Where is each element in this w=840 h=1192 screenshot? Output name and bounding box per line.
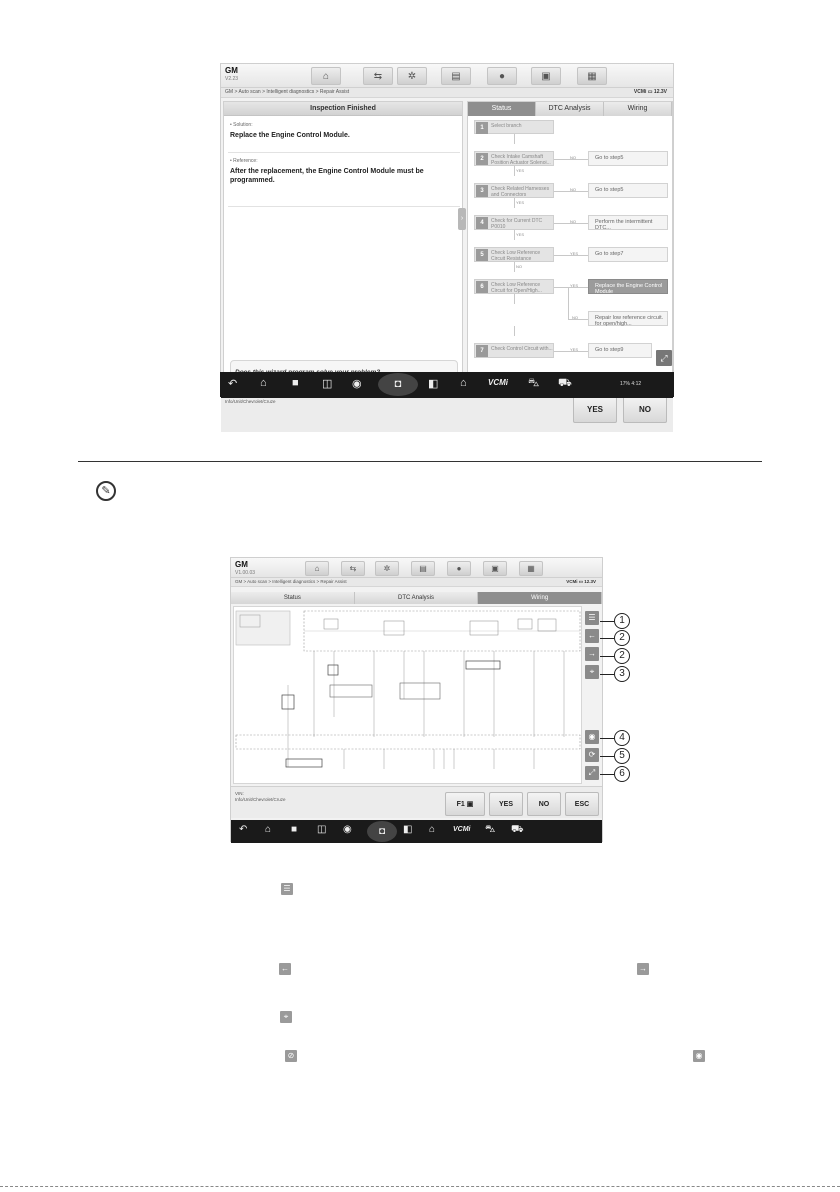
tab-wiring[interactable]: Wiring xyxy=(478,592,602,604)
callout-leader xyxy=(600,756,614,757)
list-icon: ☰ xyxy=(281,883,293,895)
solution-label: • Solution: xyxy=(230,122,253,128)
save-icon: ▣ xyxy=(541,70,551,82)
flow-outcome[interactable]: Perform the intermittent DTC... xyxy=(588,215,668,230)
f1-button[interactable]: F1 ▣ xyxy=(445,792,485,816)
flow-outcome[interactable]: Go to step7 xyxy=(588,247,668,262)
home-icon[interactable]: ⌂ xyxy=(265,824,272,835)
printer-icon: ▤ xyxy=(451,70,461,82)
visibility-button[interactable] xyxy=(585,730,599,744)
flow-outcome[interactable]: Go to step5 xyxy=(588,151,668,166)
autel-home-icon[interactable]: ⌂ xyxy=(429,824,436,835)
version-label: V2.23 xyxy=(225,76,239,82)
wiring-diagram-graphic xyxy=(234,607,581,783)
step-number: 6 xyxy=(476,281,488,293)
breadcrumb-bar xyxy=(221,88,673,98)
tab-status[interactable]: Status xyxy=(468,102,536,116)
chevron-right-icon: › xyxy=(460,215,464,222)
tab-wiring[interactable]: Wiring xyxy=(604,102,672,116)
locate-icon: ⌖ xyxy=(589,667,595,676)
list-button[interactable] xyxy=(585,611,599,625)
flow-step[interactable] xyxy=(474,151,554,166)
callout-leader xyxy=(600,621,614,622)
breadcrumb: GM > Auto scan > Intelligent diagnostics > Repair Assist xyxy=(225,89,350,95)
yes-button[interactable]: YES xyxy=(573,395,617,423)
footer-divider xyxy=(0,1186,840,1187)
flow-outcome[interactable]: Go to step9 xyxy=(588,343,652,358)
step-text: Check Intake Camshaft Position Actuator Solenoi... xyxy=(491,154,551,166)
bottom-action-bar xyxy=(231,786,602,818)
tab-bar xyxy=(468,102,672,116)
flow-outcome[interactable]: Repair low reference circuit. for open/high... xyxy=(588,311,668,326)
app-brand xyxy=(225,67,238,83)
car-icon[interactable]: ⛍ xyxy=(485,824,496,835)
multitask-icon[interactable]: ◫ xyxy=(317,824,327,835)
breadcrumb-bar xyxy=(231,578,602,587)
status-time: 17% 4:12 xyxy=(620,381,642,387)
camera-icon[interactable]: ◘ xyxy=(367,821,397,842)
inspection-pane xyxy=(223,101,463,387)
flow-connector xyxy=(514,230,515,240)
print-button[interactable] xyxy=(411,561,435,576)
screenshot-repair-assist-status xyxy=(220,63,674,414)
previous-button[interactable] xyxy=(585,629,599,643)
breadcrumb: GM > Auto scan > Intelligent diagnostics > Repair Assist xyxy=(235,579,347,584)
step-number: 2 xyxy=(476,153,488,165)
step-text: Check for Current DTC P0010 xyxy=(491,218,543,230)
step-text: Check Control Circuit with... xyxy=(491,346,553,352)
vehicle-info: Info/Unit/Chevrolet/Cruze xyxy=(225,399,276,404)
step-number: 5 xyxy=(476,249,488,261)
step-text: Check Low Reference Circuit Resistance xyxy=(491,250,541,262)
callout-3: 3 xyxy=(614,666,630,682)
autel-home-icon[interactable]: ⌂ xyxy=(460,377,467,389)
chrome-icon[interactable]: ◉ xyxy=(343,824,352,835)
eye-icon: ◉ xyxy=(693,1050,705,1062)
flow-connector xyxy=(514,294,515,304)
save-icon: ▣ xyxy=(491,564,499,573)
reference-label: • Reference: xyxy=(230,158,258,164)
branch-label: NO xyxy=(570,155,576,160)
printer-icon: ▤ xyxy=(419,564,427,573)
branch-label: NO xyxy=(572,315,578,320)
divider xyxy=(228,206,460,207)
top-toolbar xyxy=(221,64,673,88)
square-icon[interactable]: ■ xyxy=(292,377,299,389)
callout-2: 2 xyxy=(614,630,630,646)
vehicle-info: VIN: Info/Unit/Chevrolet/Cruze xyxy=(235,791,286,802)
battery-icon: ▭ xyxy=(647,89,653,95)
flow-step[interactable] xyxy=(474,120,554,134)
square-icon[interactable]: ■ xyxy=(291,824,298,835)
home-button[interactable] xyxy=(305,561,329,576)
section-divider xyxy=(78,461,762,462)
car-service-icon[interactable]: ⛟ xyxy=(558,377,572,389)
flow-step[interactable] xyxy=(474,183,554,198)
branch-label: YES xyxy=(570,283,579,288)
data-logging-button[interactable] xyxy=(577,67,607,85)
step-text: Select branch xyxy=(491,123,522,129)
screenshot-repair-assist-wiring xyxy=(230,557,603,842)
home-icon: ⌂ xyxy=(314,564,320,573)
tab-bar xyxy=(231,592,602,604)
gear-icon: ✲ xyxy=(383,564,391,573)
save-button[interactable] xyxy=(531,67,561,85)
collapse-panel-button[interactable] xyxy=(458,208,466,230)
arrow-right-icon: → xyxy=(639,964,647,973)
callout-5: 5 xyxy=(614,748,630,764)
callout-leader xyxy=(600,638,614,639)
locate-button[interactable] xyxy=(585,665,599,679)
android-nav-bar xyxy=(220,372,674,397)
flow-connector xyxy=(514,326,515,336)
branch-label: NO xyxy=(570,219,576,224)
divider xyxy=(228,152,460,153)
help-icon: ● xyxy=(498,70,506,82)
arrow-left-icon: ← xyxy=(281,964,289,973)
eye-icon: ◉ xyxy=(588,732,596,741)
solution-text: Replace the Engine Control Module. xyxy=(230,132,350,139)
inspection-header: Inspection Finished xyxy=(224,102,462,116)
reference-text: After the replacement, the Engine Control Module must be programmed. xyxy=(230,168,424,184)
pencil-icon: ✎ xyxy=(96,481,116,501)
help-button[interactable] xyxy=(487,67,517,85)
screen-record-icon[interactable]: ◧ xyxy=(403,824,413,835)
esc-button[interactable]: ESC xyxy=(565,792,599,816)
screen-record-icon[interactable]: ◧ xyxy=(428,378,439,390)
car-icon[interactable]: ⛍ xyxy=(528,377,540,389)
flow-outcome-selected[interactable]: Replace the Engine Control Module xyxy=(588,279,668,294)
callout-leader xyxy=(600,774,614,775)
vehicle-icon: ⇆ xyxy=(373,70,383,82)
next-button[interactable] xyxy=(585,647,599,661)
callout-leader xyxy=(600,674,614,675)
flow-connector xyxy=(568,287,569,319)
vehicle-icon: ⇆ xyxy=(349,564,357,573)
fullscreen-button[interactable] xyxy=(585,766,599,780)
flow-step[interactable] xyxy=(474,215,554,230)
top-toolbar xyxy=(231,558,602,578)
brand-name: GM xyxy=(235,560,248,569)
flow-step[interactable] xyxy=(474,247,554,262)
car-service-icon[interactable]: ⛟ xyxy=(511,824,524,835)
flow-connector xyxy=(568,319,588,320)
step-number: 3 xyxy=(476,185,488,197)
battery-voltage: VCMi ▭ 12.3V xyxy=(566,579,596,584)
fullscreen-button[interactable] xyxy=(656,350,672,366)
print-button[interactable] xyxy=(441,67,471,85)
locate-icon: ⌖ xyxy=(280,1011,292,1023)
branch-label: YES xyxy=(516,232,525,237)
reset-button[interactable] xyxy=(585,748,599,762)
callout-4: 4 xyxy=(614,730,630,746)
back-icon[interactable]: ↶ xyxy=(228,378,238,390)
yes-button[interactable]: YES xyxy=(489,792,523,816)
branch-label: YES xyxy=(516,200,525,205)
refresh-icon: ⟳ xyxy=(588,750,596,759)
callout-1: 1 xyxy=(614,613,630,629)
callout-leader xyxy=(600,656,614,657)
home-icon: ⌂ xyxy=(322,70,330,82)
arrow-right-icon: → xyxy=(588,649,596,658)
branch-label: YES xyxy=(570,251,579,256)
tab-status[interactable]: Status xyxy=(231,592,355,604)
callout-2-next: 2 xyxy=(614,648,630,664)
android-nav-bar xyxy=(231,820,602,843)
vehicle-swap-button[interactable] xyxy=(363,67,393,85)
message-icon: ▦ xyxy=(527,564,535,573)
step-number: 4 xyxy=(476,217,488,229)
branch-label: NO xyxy=(570,187,576,192)
chrome-icon[interactable]: ◉ xyxy=(352,378,362,390)
no-button[interactable]: NO xyxy=(527,792,561,816)
signal-icon: ▣ xyxy=(466,801,474,808)
settings-button[interactable] xyxy=(375,561,399,576)
step-text: Check Related Harnesses and Connectors xyxy=(491,186,550,198)
status-pane xyxy=(467,101,673,387)
branch-label: YES xyxy=(570,347,579,352)
step-number: 7 xyxy=(476,345,488,357)
vcm-icon[interactable]: VCMi xyxy=(453,826,471,833)
vcm-icon[interactable]: VCMi xyxy=(488,378,508,387)
step-text: Check Low Reference Circuit for Open/High... xyxy=(491,282,542,294)
settings-button[interactable] xyxy=(397,67,427,85)
brand-name: GM xyxy=(225,66,238,75)
callout-6: 6 xyxy=(614,766,630,782)
branch-label: YES xyxy=(516,168,525,173)
help-button[interactable] xyxy=(447,561,471,576)
back-icon[interactable]: ↶ xyxy=(239,824,248,835)
step-number: 1 xyxy=(476,122,488,134)
camera-icon[interactable]: ◘ xyxy=(378,373,418,396)
list-icon: ☰ xyxy=(588,613,596,622)
multitask-icon[interactable]: ◫ xyxy=(322,378,333,390)
home-button[interactable] xyxy=(311,67,341,85)
flow-step[interactable] xyxy=(474,343,554,358)
wiring-diagram[interactable] xyxy=(233,606,582,784)
gear-icon: ✲ xyxy=(407,70,417,82)
arrow-left-icon: ← xyxy=(588,631,596,640)
callout-leader xyxy=(600,738,614,739)
flow-connector xyxy=(514,262,515,272)
flow-outcome[interactable]: Go to step5 xyxy=(588,183,668,198)
expand-icon: ⤢ xyxy=(588,768,596,777)
flow-connector xyxy=(514,134,515,144)
message-icon: ▦ xyxy=(587,70,597,82)
vehicle-swap-button[interactable] xyxy=(341,561,365,576)
battery-voltage: VCMi ▭ 12.3V xyxy=(633,89,667,95)
expand-icon: ⤢ xyxy=(660,353,668,363)
flow-connector xyxy=(514,198,515,208)
tab-dtc-analysis[interactable]: DTC Analysis xyxy=(536,102,604,116)
flow-step[interactable] xyxy=(474,279,554,294)
help-icon: ● xyxy=(456,564,462,573)
branch-label: NO xyxy=(516,264,522,269)
eye-off-icon: ⊘ xyxy=(285,1050,297,1062)
home-icon[interactable]: ⌂ xyxy=(260,377,267,389)
flow-connector xyxy=(514,166,515,176)
save-button[interactable] xyxy=(483,561,507,576)
app-brand xyxy=(235,561,255,577)
no-button[interactable]: NO xyxy=(623,395,667,423)
data-logging-button[interactable] xyxy=(519,561,543,576)
version-label: V1.00.03 xyxy=(235,570,256,576)
tab-dtc-analysis[interactable]: DTC Analysis xyxy=(355,592,479,604)
